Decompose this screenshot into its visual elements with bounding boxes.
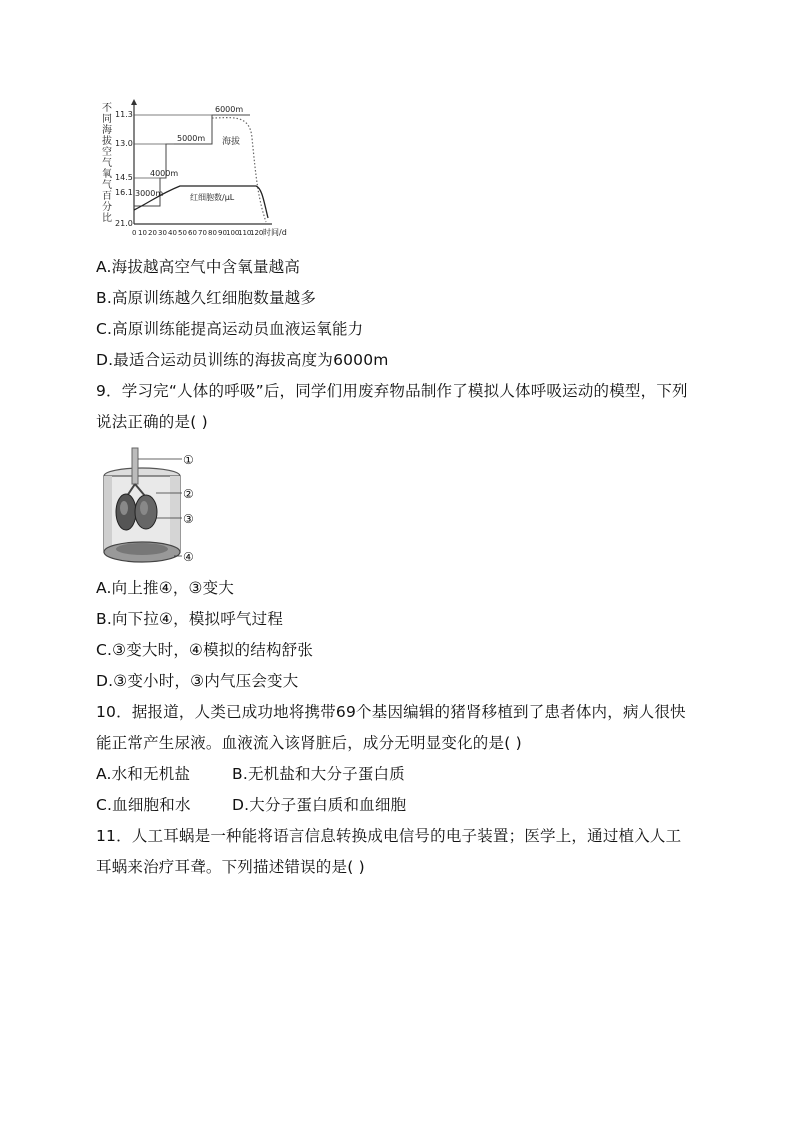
figure-label: ③ (183, 512, 194, 526)
x-tick: 90 (218, 229, 227, 237)
x-tick: 10 (138, 229, 147, 237)
y-axis-arrow (131, 99, 137, 105)
x-tick: 110 (238, 229, 252, 237)
x-ticks (132, 227, 287, 237)
x-tick: 50 (178, 229, 187, 237)
breathing-model-figure (100, 446, 212, 570)
figure-label: ② (183, 487, 194, 501)
q10-option-c: C.血细胞和水 (96, 796, 191, 814)
altitude-curve-label: 海拔 (222, 137, 241, 147)
q9-option-c: C.③变大时，④模拟的结构舒张 (96, 641, 314, 659)
y-axis-label-char: 空 (102, 147, 112, 158)
rbc-curve-label: 红细胞数/μL (190, 193, 235, 202)
q8-option-a: A.海拔越高空气中含氧量越高 (96, 258, 301, 276)
y-axis-label-char: 不 (102, 103, 112, 114)
q9-stem-line2: 说法正确的是( ) (96, 413, 208, 431)
altitude-label: 6000m (215, 105, 244, 114)
figure-label: ④ (183, 550, 194, 564)
q8-option-d: D.最适合运动员训练的海拔高度为6000m (96, 351, 389, 369)
y-tick: 16.1 (115, 188, 133, 197)
q9-option-a: A.向上推④，③变大 (96, 579, 235, 597)
altitude-oxygen-chart (100, 98, 310, 244)
y-axis-label-char: 分 (102, 202, 112, 213)
altitude-label: 3000m (135, 189, 164, 198)
q10-stem-line1: 10．据报道，人类已成功地将携带69个基因编辑的猪肾移植到了患者体内，病人很快 (96, 703, 686, 721)
x-tick: 80 (208, 229, 217, 237)
x-tick: 60 (188, 229, 197, 237)
y-axis-label-char: 氧 (102, 169, 112, 180)
q10-stem-line2: 能正常产生尿液。血液流入该肾脏后，成分无明显变化的是( ) (96, 734, 522, 752)
y-axis-label-char: 百 (102, 191, 112, 202)
y-axis-label-char: 同 (102, 114, 112, 125)
q11-stem-line1: 11．人工耳蜗是一种能将语言信息转换成电信号的电子装置；医学上，通过植入人工 (96, 827, 682, 845)
x-tick: 20 (148, 229, 157, 237)
y-axis-label-char: 气 (102, 158, 112, 169)
q10-option-b: B.无机盐和大分子蛋白质 (232, 765, 405, 783)
y-axis-label-char: 气 (102, 180, 112, 191)
y-axis-label-char: 海 (102, 125, 112, 136)
y-tick: 21.0 (115, 219, 133, 228)
altitude-label: 4000m (150, 169, 179, 178)
q8-option-c: C.高原训练能提高运动员血液运氧能力 (96, 320, 364, 338)
y-axis-label-char: 比 (102, 213, 112, 224)
x-tick: 30 (158, 229, 167, 237)
y-tick: 11.3 (115, 110, 133, 119)
q10-option-d: D.大分子蛋白质和血细胞 (232, 796, 407, 814)
y-tick: 13.0 (115, 139, 133, 148)
y-tick: 14.5 (115, 173, 133, 182)
x-tick: 40 (168, 229, 177, 237)
figure-label: ① (183, 453, 194, 467)
q11-stem-line2: 耳蜗来治疗耳聋。下列描述错误的是( ) (96, 858, 365, 876)
x-tick: 0 (132, 229, 137, 237)
x-axis-unit: 时间/d (263, 228, 287, 237)
altitude-label: 5000m (177, 134, 206, 143)
q9-stem-line1: 9．学习完“人体的呼吸”后，同学们用废弃物品制作了模拟人体呼吸运动的模型，下列 (96, 382, 688, 400)
y-axis-label-char: 拔 (102, 136, 112, 147)
x-tick: 120 (250, 229, 264, 237)
q9-option-b: B.向下拉④，模拟呼气过程 (96, 610, 284, 628)
altitude-dotted-curve (212, 118, 266, 222)
q9-option-d: D.③变小时，③内气压会变大 (96, 672, 299, 690)
y-axis-label (102, 102, 112, 224)
q8-option-b: B.高原训练越久红细胞数量越多 (96, 289, 317, 307)
x-tick: 100 (226, 229, 240, 237)
x-tick: 70 (198, 229, 207, 237)
q10-option-a: A.水和无机盐 (96, 765, 191, 783)
